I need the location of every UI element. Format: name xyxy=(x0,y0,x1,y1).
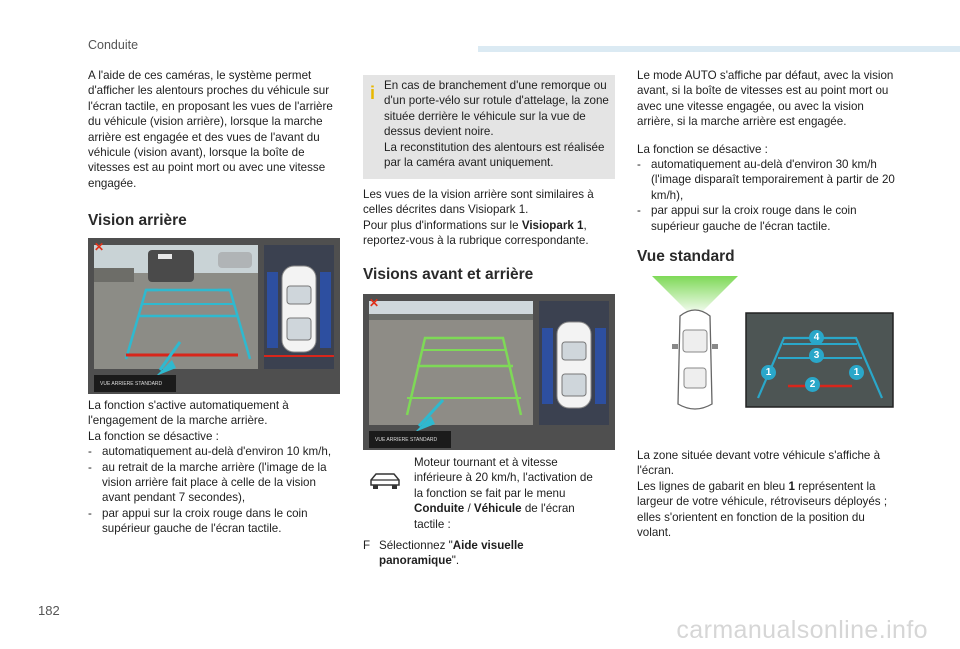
close-icon[interactable]: ✕ xyxy=(369,296,380,310)
activation-note: Moteur tournant et à vitesse inférieure à 20 km/h, l'activation de la fonction se fait par le menu Conduite / Véhicule de l'écran tactile : xyxy=(414,456,593,531)
list-item: - par appui sur la croix rouge dans le coin supérieur gauche de l'écran tactile. xyxy=(637,204,857,233)
intro-paragraph: A l'aide de ces caméras, le système permet d'afficher les alentours proches du véhicule sur l'écran tactile, en proposant les vues de l'arrière du véhicule (vision arrière), lorsque la marche arrière est engagée et des vues de l'avant du véhicule (vision avant), lorsque la boîte de vitesses est au point mort ou avec une vitesse engagée. xyxy=(88,69,333,190)
view-label: VUE ARRIERE STANDARD xyxy=(369,431,451,448)
col3-text xyxy=(637,68,899,234)
page-number: 182 xyxy=(38,603,60,618)
view-label: VUE ARRIERE STANDARD xyxy=(94,375,176,392)
rear-camera-scene xyxy=(88,238,340,394)
label-badge: 3 xyxy=(809,348,824,363)
info-icon: i xyxy=(370,83,376,103)
select-instruction: F Sélectionnez "Aide visuelle panoramique". xyxy=(363,539,524,568)
watermark: carmanualsonline.info xyxy=(676,616,928,644)
section-title: Conduite xyxy=(88,38,139,52)
heading-visions-avant-arriere: Visions avant et arrière xyxy=(363,266,534,283)
list-item: - au retrait de la marche arrière (l'image de la vision arrière fait place à celle de la vision avant pendant 7 secondes), xyxy=(88,460,327,505)
diagram xyxy=(648,276,900,422)
deactivation-intro: La fonction se désactive : xyxy=(88,429,219,443)
rear-vision-text xyxy=(88,398,343,537)
front-rear-camera-image xyxy=(363,294,615,450)
label-badge: 1 xyxy=(761,365,776,380)
arrow-icon: F xyxy=(363,539,371,552)
rear-camera-image xyxy=(88,238,340,394)
standard-view-text: La zone située devant votre véhicule s'affiche à l'écran. Les lignes de gabarit en bleu 1 représentent la largeur de votre véhicule, rétroviseurs déployés ; elles s'orientent en fonction de la position du volant. xyxy=(637,449,888,540)
heading-vision-arriere: Vision arrière xyxy=(88,212,187,229)
list-item: - par appui sur la croix rouge dans le coin supérieur gauche de l'écran tactile. xyxy=(88,506,308,536)
standard-view-diagram xyxy=(648,276,900,422)
heading-vue-standard: Vue standard xyxy=(637,248,735,265)
list-item: - automatiquement au-delà d'environ 30 km/h (l'image disparaît temporairement à partir de 20 km/h), xyxy=(637,158,895,202)
similar-views-text: Les vues de la vision arrière sont similaires à celles décrites dans Visiopark 1. Pour plus d'informations sur le Visiopark 1, reportez-vous à la rubrique correspondante. xyxy=(363,188,594,248)
car-icon xyxy=(368,470,402,497)
info-box xyxy=(363,75,615,179)
label-badge: 4 xyxy=(809,330,824,345)
label-badge: 2 xyxy=(805,377,820,392)
label-badge: 1 xyxy=(849,365,864,380)
close-icon[interactable]: ✕ xyxy=(94,240,105,254)
deactivation-intro: La fonction se désactive : xyxy=(637,142,768,156)
list-item: - automatiquement au-delà d'environ 10 km/h, xyxy=(88,445,332,459)
front-camera-scene xyxy=(363,294,615,450)
info-text: En cas de branchement d'une remorque ou d'un porte-vélo sur rotule d'attelage, la zone située derrière le véhicule sur la vue de dessus devient noire. La reconstitution des alentours est réalisée par la caméra avant uniquement. xyxy=(384,79,609,170)
activation-text: La fonction s'active automatiquement à l'engagement de la marche arrière. xyxy=(88,399,289,428)
auto-mode-text: Le mode AUTO s'affiche par défaut, avec la vision avant, si la boîte de vitesses est au point mort ou avec une vitesse engagée, ou avec la vision arrière, si la marche arrière est engagée. xyxy=(637,69,894,129)
header-bar xyxy=(478,46,960,52)
